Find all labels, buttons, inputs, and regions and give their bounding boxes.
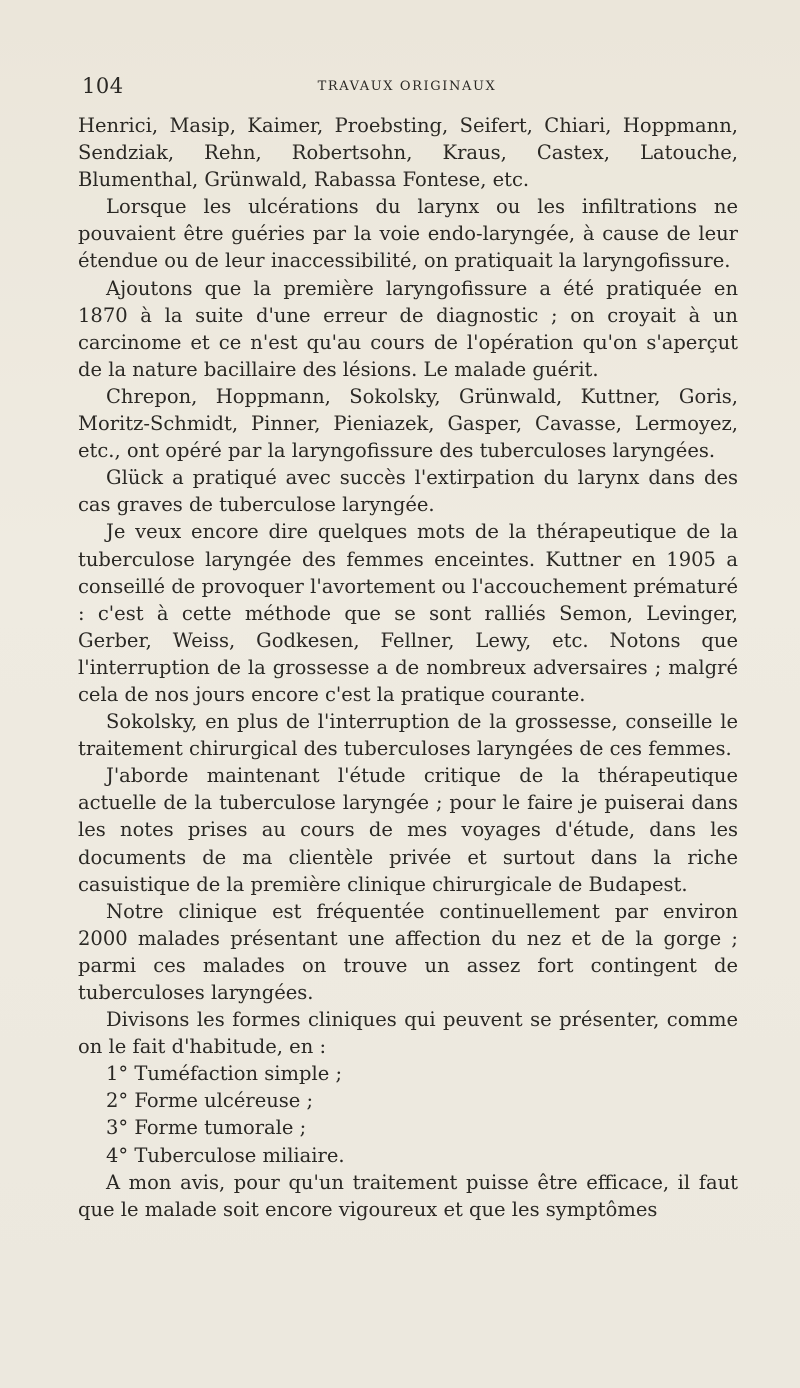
paragraph: Lorsque les ulcérations du larynx ou les infiltrations ne pouvaient être guéries par la voie endo-laryngée, à cause de leur étendue ou de leur inaccessibilité, on pratiquait la laryngofissure. xyxy=(78,195,738,273)
paragraph: Sokolsky, en plus de l'interruption de la grossesse, conseille le traitement chirurgical des tuberculoses laryngées de ces femmes. xyxy=(78,710,738,761)
paragraph: Je veux encore dire quelques mots de la thérapeutique de la tuberculose laryngée des femmes enceintes. Kuttner en 1905 a conseillé de provoquer l'avortement ou l'accouchement prématuré : c'est à cette méthode que se sont ralliés Semon, Levinger, Gerber, Weiss, Godkesen, Fellner, Lewy, etc. Notons que l'interruption de la grossesse a de nombreux adversaires ; malgré cela de nos jours encore c'est la pratique courante. xyxy=(78,520,738,706)
paragraph: Henrici, Masip, Kaimer, Proebsting, Seifert, Chiari, Hoppmann, Sendziak, Rehn, Robertsohn, Kraus, Castex, Latouche, Blumenthal, Grünwald, Rabassa Fontese, etc. xyxy=(78,114,738,192)
paragraph: Chrepon, Hoppmann, Sokolsky, Grünwald, Kuttner, Goris, Moritz-Schmidt, Pinner, Pieniazek, Gasper, Cavasse, Lermoyez, etc., ont opéré par la laryngofissure des tuberculoses laryngées. xyxy=(78,384,738,463)
list-item: 2° Forme ulcéreuse ; xyxy=(106,1089,314,1113)
page-number: 104 xyxy=(82,74,124,98)
paragraph: A mon avis, pour qu'un traitement puisse être efficace, il faut que le malade soit encore vigoureux et que les symptômes xyxy=(78,1170,738,1221)
paragraph: Ajoutons que la première laryngofissure a été pratiquée en 1870 à la suite d'une erreur de diagnostic ; on croyait à un carcinome et ce n'est qu'au cours de l'opération qu'on s'aperçut de la nature bacillaire des lésions. Le malade guérit. xyxy=(78,276,738,381)
page-header xyxy=(82,74,722,104)
paragraph: Glück a pratiqué avec succès l'extirpation du larynx dans des cas graves de tuberculose laryngée. xyxy=(78,466,738,517)
list-item: 1° Tuméfaction simple ; xyxy=(106,1062,343,1086)
paragraph: J'aborde maintenant l'étude critique de la thérapeutique actuelle de la tuberculose laryngée ; pour le faire je puiserai dans les notes prises au cours de mes voyages d'étude, dans les documents de ma clientèle privée et surtout dans la riche casuistique de la première clinique chirurgicale de Budapest. xyxy=(78,764,738,896)
paragraph: Notre clinique est fréquentée continuellement par environ 2000 malades présentant une affection du nez et de la gorge ; parmi ces malades on trouve un assez fort contingent de tuberculoses laryngées. xyxy=(78,899,738,1004)
list-item: 3° Forme tumorale ; xyxy=(106,1116,307,1140)
body-text xyxy=(78,112,738,1223)
paragraph: Divisons les formes cliniques qui peuvent se présenter, comme on le fait d'habitude, en : xyxy=(78,1008,738,1059)
running-title: TRAVAUX ORIGINAUX xyxy=(317,79,497,94)
list-item: 4° Tuberculose miliaire. xyxy=(106,1143,345,1167)
